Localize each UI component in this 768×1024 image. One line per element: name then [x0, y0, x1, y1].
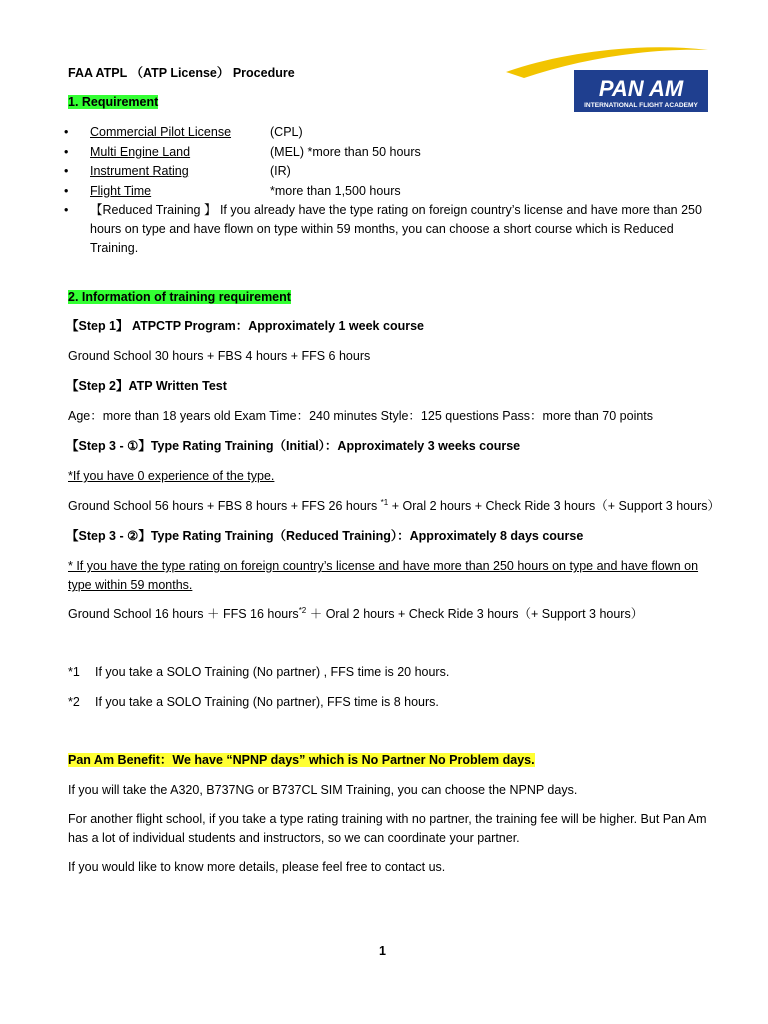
requirement-detail: (IR) — [270, 164, 291, 178]
benefit-heading-text: Pan Am Benefit：We have “NPNP days” which is No Partner No Problem days. — [68, 753, 535, 767]
requirement-detail: *more than 1,500 hours — [270, 183, 401, 198]
step3-reduced-detail — [68, 605, 643, 624]
requirement-list — [62, 123, 722, 258]
detail-text: ＋ Oral 2 hours + Check Ride 3 hours（+ Support 3 hours） — [306, 607, 644, 621]
bullet-icon: • — [64, 125, 69, 139]
footnote-text: If you take a SOLO Training (No partner) , FFS time is 20 hours. — [95, 665, 450, 679]
bullet-icon: • — [64, 144, 69, 159]
document-title: FAA ATPL （ATP License） Procedure — [68, 66, 295, 80]
pan-am-logo — [502, 44, 714, 124]
training-info-heading-text: 2. Information of training requirement — [68, 290, 291, 304]
bullet-icon: • — [64, 183, 69, 198]
detail-text: + Oral 2 hours + Check Ride 3 hours（+ Support 3 hours） — [388, 499, 721, 513]
detail-text: Ground School 56 hours + FBS 8 hours + FFS 26 hours — [68, 499, 381, 513]
section-requirement-heading — [68, 93, 158, 112]
requirement-heading-text: 1. Requirement — [68, 95, 159, 109]
requirement-item-cpl — [62, 123, 722, 143]
bullet-icon: • — [64, 203, 69, 217]
step1-title: 【Step 1】 ATPCTP Program：Approximately 1 week course — [66, 319, 424, 333]
requirement-label: Commercial Pilot License — [90, 125, 232, 139]
benefit-paragraph-2: For another flight school, if you take a type rating training with no partner, the training fee will be higher. But Pan Am has a lot of individual students and instructors, so we can coordinate your partner. — [68, 812, 707, 845]
step3-initial-detail — [68, 497, 720, 516]
requirement-label: Multi Engine Land — [90, 144, 191, 159]
step2-title: 【Step 2】ATP Written Test — [66, 379, 227, 393]
logo-subtitle-text: INTERNATIONAL FLIGHT ACADEMY — [584, 102, 698, 109]
logo-brand-text: PAN AM — [598, 76, 684, 101]
footnote-ref: *1 — [380, 497, 389, 507]
detail-text: Ground School 16 hours ＋ FFS 16 hours — [68, 607, 299, 621]
footnote-mark: *1 — [68, 665, 80, 679]
footnote-mark: *2 — [68, 695, 80, 709]
section-training-info-heading — [68, 288, 291, 307]
footnote-2 — [68, 693, 439, 712]
benefit-paragraph-1: If you will take the A320, B737NG or B737CL SIM Training, you can choose the NPNP days. — [68, 783, 578, 797]
pan-am-logo-graphic — [502, 44, 714, 124]
reduced-training-text: If you already have the type rating on foreign country’s license and have more than 250 hours on type and have flown on type within 59 months, you can choose a short course which is Reduced Training. — [90, 203, 702, 255]
footnote-ref: *2 — [298, 605, 307, 615]
step2-detail: Age：more than 18 years old Exam Time：240 minutes Style：125 questions Pass：more than 70 points — [68, 409, 654, 423]
requirement-label: Flight Time — [90, 183, 152, 198]
step3-reduced-title: 【Step 3 - ②】Type Rating Training（Reduced Training）：Approximately 8 days course — [66, 529, 584, 543]
benefit-heading — [68, 751, 535, 770]
requirement-item-mel — [62, 143, 722, 163]
benefit-paragraph-3: If you would like to know more details, please feel free to contact us. — [68, 860, 446, 874]
requirement-item-reduced-training — [62, 201, 722, 258]
requirement-label: Instrument Rating — [90, 164, 189, 178]
footnote-text: If you take a SOLO Training (No partner), FFS time is 8 hours. — [95, 695, 439, 709]
requirement-item-ir — [62, 162, 722, 182]
reduced-training-label: 【Reduced Training 】 — [90, 203, 217, 217]
footnote-1 — [68, 663, 449, 682]
step3-reduced-note: * If you have the type rating on foreign country’s license and have more than 250 hours on type and have flown on type within 59 months. — [68, 559, 699, 592]
requirement-item-flight-time — [62, 182, 722, 202]
requirement-detail: (MEL) *more than 50 hours — [270, 144, 421, 159]
requirement-detail: (CPL) — [270, 125, 303, 139]
step3-initial-title: 【Step 3 - ①】Type Rating Training（Initial）：Approximately 3 weeks course — [66, 439, 521, 453]
step3-initial-note: *If you have 0 experience of the type. — [68, 469, 275, 483]
step1-detail: Ground School 30 hours + FBS 4 hours + FFS 6 hours — [68, 349, 371, 363]
page-number: 1 — [379, 944, 386, 958]
bullet-icon: • — [64, 164, 69, 178]
